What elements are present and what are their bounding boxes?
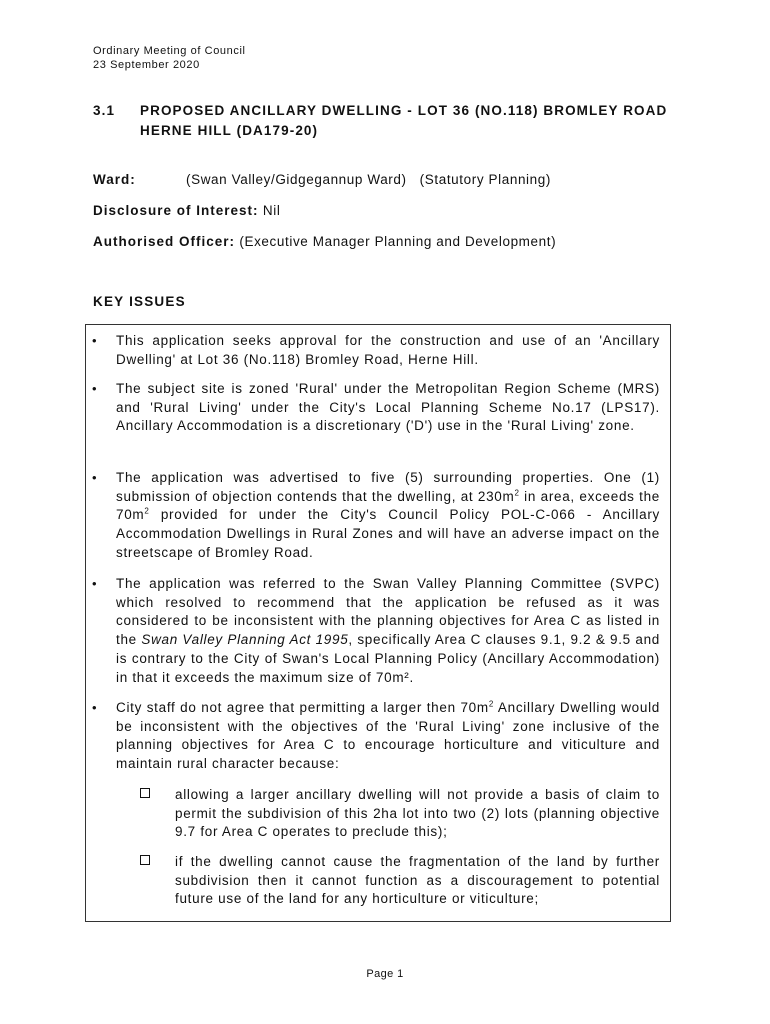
ward-line: [93, 172, 136, 187]
document-header: [93, 44, 246, 72]
bullet-icon: •: [92, 576, 97, 591]
key-issue-3-part-c: provided for under the City's Council Policy POL-C-066 - Ancillary Accommodation Dwellings in Rural Zones and will have an adverse impact on the streetscape of Bromley Road.: [116, 507, 660, 560]
bullet-icon: •: [92, 700, 97, 715]
officer-line: [93, 234, 556, 249]
meeting-date: 23 September 2020: [93, 59, 200, 71]
bullet-icon: •: [92, 333, 97, 348]
checkbox-square-icon: [140, 855, 150, 865]
ward-label: Ward:: [93, 172, 136, 187]
key-issue-5: [116, 699, 660, 774]
key-issues-heading: KEY ISSUES: [93, 294, 186, 309]
key-issue-4-part-b: , specifically Area C clauses 9.1, 9.2 & 9.5 and is contrary to the City of Swan's Local Planning Policy (Ancillary Accommodation) in that it exceeds the maximum size of 70m².: [116, 632, 660, 685]
key-issue-2: The subject site is zoned 'Rural' under the Metropolitan Region Scheme (MRS) and 'Rural Living' under the City's Local Planning Scheme No.17 (LPS17). Ancillary Accommodation is a discretionary ('D') use in the 'Rural Living' zone.: [116, 381, 660, 434]
key-issue-3-part-a: The application was advertised to five (5) surrounding properties. One (1) submission of objection contends that the dwelling, at 230m: [116, 470, 660, 504]
key-issue-1: This application seeks approval for the construction and use of an 'Ancillary Dwelling' at Lot 36 (No.118) Bromley Road, Herne Hill.: [116, 333, 660, 367]
key-issue-4: [116, 575, 660, 687]
officer-value: (Executive Manager Planning and Development): [239, 234, 557, 249]
act-title: Swan Valley Planning Act 1995: [141, 632, 349, 648]
sub-issue-2: if the dwelling cannot cause the fragmentation of the land by further subdivision then it cannot function as a discouragement to potential future use of the land for any horticulture or viticulture;: [175, 854, 660, 907]
item-number: 3.1: [93, 103, 116, 118]
disclosure-label: Disclosure of Interest:: [93, 203, 259, 218]
superscript-2: 2: [488, 699, 494, 709]
meeting-name: Ordinary Meeting of Council: [93, 45, 246, 57]
key-issue-3-part-b: in area, exceeds the 70m: [116, 488, 661, 523]
sub-issue-1: allowing a larger ancillary dwelling will not provide a basis of claim to permit the subdivision of this 2ha lot into two (2) lots (planning objective 9.7 for Area C operates to preclude this);: [175, 787, 660, 840]
item-title: PROPOSED ANCILLARY DWELLING - LOT 36 (NO.118) BROMLEY ROAD HERNE HILL (DA179-20): [140, 103, 668, 138]
ward-value: (Swan Valley/Gidgegannup Ward) (Statutory Planning): [186, 172, 551, 187]
disclosure-value: Nil: [262, 203, 281, 218]
disclosure-line: [93, 203, 280, 218]
page-number: Page 1: [366, 968, 404, 980]
superscript-2: 2: [144, 506, 150, 516]
superscript-2: 2: [514, 488, 520, 498]
key-issue-5-part-a: City staff do not agree that permitting a larger then 70m: [116, 700, 489, 715]
officer-label: Authorised Officer:: [93, 234, 236, 249]
key-issue-4-part-a: The application was referred to the Swan Valley Planning Committee (SVPC) which resolved to recommend that the application be refused as it was considered to be inconsistent with the planning objectives for Area C as listed in the: [116, 576, 660, 648]
checkbox-square-icon: [140, 788, 150, 798]
bullet-icon: •: [92, 470, 97, 485]
bullet-icon: •: [92, 381, 97, 396]
key-issue-5-part-b: Ancillary Dwelling would be inconsistent with the objectives of the 'Rural Living' zone inclusive of the planning objectives for Area C to encourage horticulture and viticulture and maintain rural character because:: [116, 700, 660, 772]
key-issue-3: [116, 469, 660, 563]
